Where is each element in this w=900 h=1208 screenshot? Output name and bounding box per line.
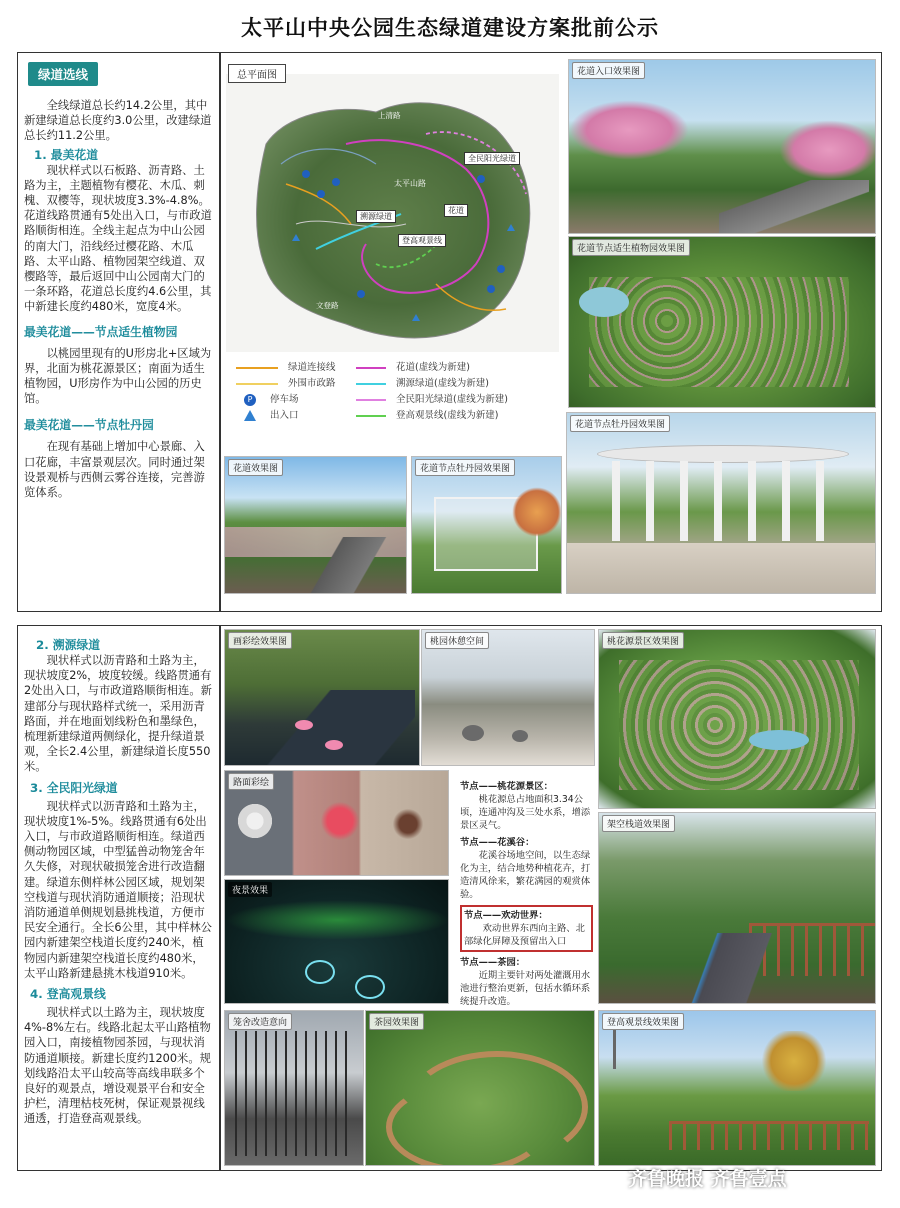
top-divider xyxy=(219,52,221,612)
page-title: 太平山中央公园生态绿道建设方案批前公示 xyxy=(241,16,659,40)
legend-municipal-road: 外围市政路 xyxy=(236,376,386,392)
denggao-heading: 4. 登高观景线 xyxy=(30,987,106,1002)
caption-entrance: 花道入口效果图 xyxy=(572,62,645,79)
caption-paint: 画彩绘效果图 xyxy=(228,632,292,649)
legend-connector: 绿道连接线 xyxy=(236,360,386,376)
parking-icon: P xyxy=(244,394,256,406)
photo-peach-area[interactable] xyxy=(598,629,876,809)
photo-huadao[interactable] xyxy=(224,456,407,594)
caption-view-line: 登高观景线效果图 xyxy=(602,1013,684,1030)
map-tag-wendeng-road: 文登路 xyxy=(316,301,339,310)
suyuan-heading: 2. 溯源绿道 xyxy=(36,638,100,652)
legend-denggao: 登高观景线(虚线为新建) xyxy=(356,408,556,424)
section1-heading: 1. 最美花道 xyxy=(34,147,98,162)
caption-cage: 笼舍改造意向 xyxy=(228,1013,292,1030)
photo-peony[interactable] xyxy=(566,412,876,594)
denggao-text: 现状样式以土路为主，现状坡度4%-8%左右。线路北起太平山路植物园入口，南接植物园茶园，与现状消防通道顺接。新建长度约1200米。规划线路沿太平山较高等高线串联多个良好的观景点，增设观景平台和安全护栏，清理枯枝死树，保证观景视线通透，打造登高观景线。 xyxy=(24,1006,211,1126)
map-tag-huadao: 花道 xyxy=(444,204,468,217)
map-tag-suyuan: 溯源绿道 xyxy=(356,210,396,223)
watermark: 齐鲁晚报 齐鲁壹点 xyxy=(628,1168,787,1190)
intro-text: 全线绿道总长约14.2公里，其中新建绿道总长度约3.0公里，改建绿道总长约11.2公里。 xyxy=(24,99,212,143)
map-tag-denggao: 登高观景线 xyxy=(398,234,446,247)
photo-plank[interactable] xyxy=(598,812,876,1004)
map-tag-shangqing-road: 上清路 xyxy=(378,111,401,120)
node-flower-valley: 节点——花溪谷： 花溪谷场地空间，以生态绿化为主，结合地势种植花卉，打造清风徐来，繁花满园的观赏体验。 xyxy=(460,837,591,900)
photo-view-line[interactable] xyxy=(598,1010,876,1166)
master-plan-map[interactable] xyxy=(226,62,559,352)
map-tag-taipingshan-road: 太平山路 xyxy=(394,179,426,188)
caption-tea: 茶园效果图 xyxy=(369,1013,424,1030)
photo-road-paint[interactable] xyxy=(224,770,449,876)
legend-entrance: 出入口 xyxy=(236,408,386,424)
section-peony-text: 在现有基础上增加中心景廊、入口花廊，丰富景观层次。同时通过架设景观桥与西侧云雾谷连接，完善游览体系。 xyxy=(24,440,205,500)
photo-peony-node[interactable] xyxy=(411,456,562,594)
map-legend xyxy=(236,360,556,440)
map-label: 总平面图 xyxy=(228,64,286,83)
photo-entrance[interactable] xyxy=(568,59,876,234)
caption-road-paint: 路面彩绘 xyxy=(228,773,274,790)
caption-huadao: 花道效果图 xyxy=(228,459,283,476)
caption-peony-node: 花道节点牡丹园效果图 xyxy=(415,459,515,476)
section-plant-garden-heading: 最美花道——节点适生植物园 xyxy=(24,324,178,339)
legend-parking: P 停车场 xyxy=(236,392,386,408)
legend-quanmin: 全民阳光绿道(虚线为新建) xyxy=(356,392,556,408)
section1-text: 现状样式以石板路、沥青路、土路为主，主题植物有樱花、木瓜、刺槐、双樱等，现状坡度3.3%-4.8%。花道线路贯通有5处出入口，与市政道路顺街相连。全线主起点为中山公园的南大门，沿线经过樱花路、木瓜路、太平山路、植物园架空线道、双樱路等，最后返回中山公园南大门的一条环路，花道总长度约4.6公里，其中新建长度约480米，宽度4米。 xyxy=(24,163,212,314)
node-fun-world: 节点——欢动世界： 欢动世界东西向主路、北部绿化屏障及预留出入口 xyxy=(460,905,593,952)
bottom-divider xyxy=(219,625,221,1171)
caption-peony: 花道节点牡丹园效果图 xyxy=(570,415,670,432)
left-top-column xyxy=(24,62,214,500)
photo-paint[interactable] xyxy=(224,629,420,766)
section-plant-garden-text: 以桃园里现有的U形房北+区域为界，北面为桃花源景区；南面为适生植物园，U形房作为中山公园的历史馆。 xyxy=(24,346,212,406)
photo-cage[interactable] xyxy=(224,1010,364,1166)
left-bottom-column xyxy=(24,636,214,1127)
photo-tea[interactable] xyxy=(365,1010,595,1166)
photo-plant-garden[interactable] xyxy=(568,236,876,408)
photo-peach-rest[interactable] xyxy=(421,629,595,766)
legend-huadao: 花道(虚线为新建) xyxy=(356,360,556,376)
legend-suyuan: 溯源绿道(虚线为新建) xyxy=(356,376,556,392)
node-tea-garden: 节点——茶园： 近期主要针对两处灌溉用水池进行整治更新，包括水循环系统提升改造。 xyxy=(460,957,591,1007)
caption-night: 夜景效果 xyxy=(228,882,272,897)
node-notes xyxy=(460,780,593,1008)
caption-peach-rest: 桃园休憩空间 xyxy=(425,632,489,649)
quanmin-heading: 3. 全民阳光绿道 xyxy=(30,780,118,795)
route-badge: 绿道选线 xyxy=(28,62,98,86)
suyuan-text: 现状样式以沥青路和土路为主，现状坡度2%，坡度较缓。线路贯通有2处出入口，与市政道路顺街相连。新建部分与现状路样式统一，采用沥青路面，并在地面划线粉色和墨绿色，梳理新建绿道两侧绿化，提升绿道景观，全长2.4公里，新建绿道长度550米。 xyxy=(24,654,212,774)
node-peach: 节点——桃花源景区： 桃花源总占地面积3.34公顷，连通冲沟及三处水系，增添景区灵气。 xyxy=(460,781,591,831)
caption-peach-area: 桃花源景区效果图 xyxy=(602,632,684,649)
section-peony-heading: 最美花道——节点牡丹园 xyxy=(24,418,154,433)
quanmin-text: 现状样式以沥青路和土路为主，现状坡度1%-5%。线路贯通有6处出入口，与市政道路顺街相连。绿道西侧动物园区域，中型猛兽动物笼舍年久失修，对现状破损笼舍进行改造翻建。绿道东侧样林公园区域，规划架空栈道与现状消防通道顺接；沿现状消防通道单侧规划悬挑栈道，方便市民安全通行。全长6公里，其中样林公园内新建架空栈道长度约240米，植物园内新建架空栈道长度约480米，太平山路新建悬挑木栈道910米。 xyxy=(24,799,212,980)
map-tag-quanmin: 全民阳光绿道 xyxy=(464,152,520,165)
caption-plant-garden: 花道节点适生植物园效果图 xyxy=(572,239,690,256)
photo-night[interactable] xyxy=(224,879,449,1004)
caption-plank: 架空栈道效果图 xyxy=(602,815,675,832)
entrance-icon xyxy=(244,410,256,421)
